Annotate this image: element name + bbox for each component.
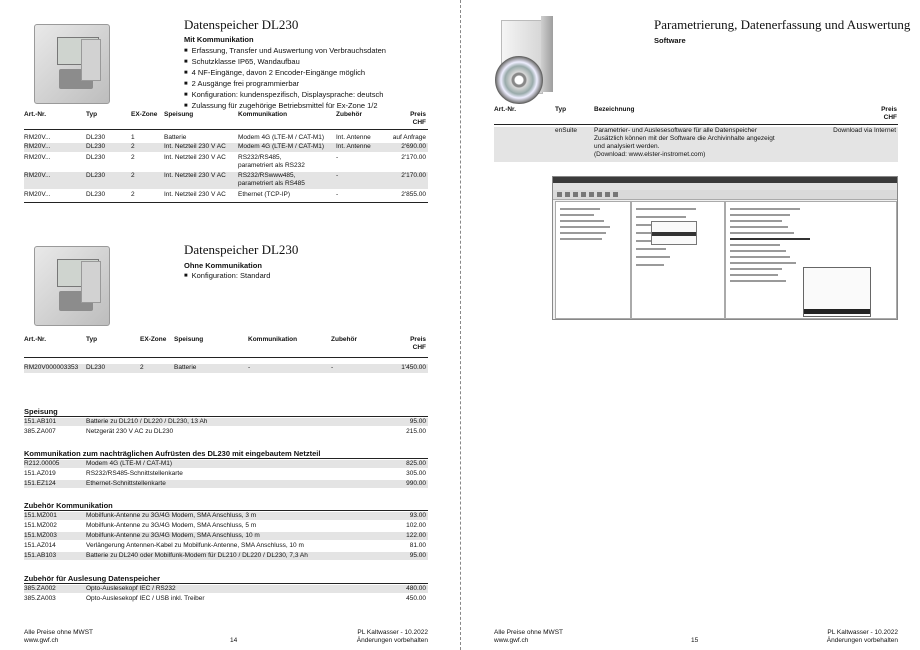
table-cell: Int. Netzteil 230 V AC	[164, 172, 226, 179]
table-cell: 81.00	[409, 542, 426, 549]
product-subtitle: Software	[654, 36, 686, 45]
table-cell: DL230	[86, 172, 106, 179]
table-cell: parametriert als RS485	[238, 180, 305, 187]
table-cell: Mobilfunk-Antenne zu 3G/4G Modem, SMA Anschluss, 10 m	[86, 532, 260, 539]
table-cell: Int. Antenne	[336, 134, 371, 141]
table-cell: Batterie	[174, 364, 197, 371]
table-cell: Ethernet-Schnittstellenkarte	[86, 480, 166, 487]
section-rule	[24, 510, 428, 511]
footer-right	[800, 629, 898, 644]
feature-list	[184, 271, 444, 282]
section-title: Zubehör Kommunikation	[24, 501, 113, 510]
table-cell: Int. Netzteil 230 V AC	[164, 143, 226, 150]
section-rule	[24, 583, 428, 584]
software-screenshot	[552, 176, 898, 320]
table-cell: parametriert als RS232	[238, 162, 305, 169]
page-right	[461, 0, 920, 650]
table-cell: Modem 4G (LTE-M / CAT-M1)	[86, 460, 173, 467]
section-title: Kommunikation zum nachträglichen Aufrüsten des DL230 mit eingebautem Netzteil	[24, 449, 321, 458]
table-cell: 2'170.00	[401, 172, 426, 179]
table-row	[24, 364, 428, 373]
list-item	[24, 522, 428, 530]
table-cell: (Download: www.elster-instromet.com)	[594, 151, 706, 158]
footer-right	[330, 629, 428, 644]
list-item	[24, 428, 428, 436]
footer-website: www.gwf.ch	[494, 636, 529, 644]
table-cell: RS232/RS485,	[238, 154, 282, 161]
table-cell: 151.AZ014	[24, 542, 56, 549]
table-cell: und analysiert werden.	[594, 143, 660, 150]
table-rule	[24, 357, 428, 358]
feature-item: ■ Zulassung für zugehörige Betriebsmittel für Ex-Zone 1/2	[184, 101, 454, 112]
table-cell: Zusätzlich können mit der Software die Archivinhalte angezeigt	[594, 135, 775, 142]
footer-disclaimer: Änderungen vorbehalten	[356, 636, 428, 644]
table-cell: Mobilfunk-Antenne zu 3G/4G Modem, SMA Anschluss, 3 m	[86, 512, 257, 519]
feature-list	[184, 46, 454, 112]
table-row	[24, 154, 428, 170]
table-cell: -	[336, 154, 339, 161]
table-row	[24, 191, 428, 200]
col-header-preis: Preis	[881, 106, 897, 113]
table-cell: 305.00	[406, 470, 426, 477]
product-title: Datenspeicher DL230	[184, 17, 299, 32]
table-cell: -	[248, 364, 251, 371]
list-item	[24, 460, 428, 468]
col-header-typ: Typ	[86, 111, 98, 118]
table-cell: Batterie zu DL240 oder Mobilfunk-Modem für DL210 / DL220 / DL230, 7,3 Ah	[86, 552, 308, 559]
table-cell: Download via Internet	[833, 127, 896, 134]
list-item	[24, 585, 428, 593]
table-row	[24, 134, 428, 142]
table-cell: 2	[131, 172, 135, 179]
product-subtitle: Mit Kommunikation	[184, 35, 254, 44]
col-header-chf: CHF	[883, 114, 897, 121]
table-cell: 2	[131, 154, 135, 161]
table-cell: Ethernet (TCP-IP)	[238, 191, 291, 198]
table-cell: Modem 4G (LTE-M / CAT-M1)	[238, 134, 325, 141]
col-header-speisung: Speisung	[174, 336, 204, 343]
table-cell: 151.AB103	[24, 552, 57, 559]
table-cell: 93.00	[409, 512, 426, 519]
table-row	[494, 127, 898, 162]
table-cell: DL230	[86, 134, 106, 141]
table-cell: Netzgerät 230 V AC zu DL230	[86, 428, 174, 435]
table-cell: 215.00	[406, 428, 426, 435]
col-header-kommunikation: Kommunikation	[248, 336, 298, 343]
col-header-speisung: Speisung	[164, 111, 194, 118]
col-header-art: Art.-Nr.	[24, 336, 47, 343]
footer-edition: PL Kaltwasser - 10.2022	[827, 629, 898, 636]
table-cell: 151.MZ001	[24, 512, 57, 519]
col-header-zubehoer: Zubehör	[336, 111, 362, 118]
table-cell: RM20V...	[24, 143, 51, 150]
table-cell: 95.00	[409, 552, 426, 559]
col-header-zubehoer: Zubehör	[331, 336, 357, 343]
col-header-bezeichnung: Bezeichnung	[594, 106, 635, 113]
table-cell: 385.ZA002	[24, 585, 56, 592]
table-cell: RM20V...	[24, 172, 51, 179]
list-item	[24, 418, 428, 426]
col-header-preis: Preis	[410, 111, 426, 118]
table-cell: RM20V...	[24, 191, 51, 198]
feature-item: ■ Schutzklasse IP65, Wandaufbau	[184, 57, 454, 68]
table-rule	[24, 202, 428, 203]
table-cell: -	[331, 364, 334, 371]
table-cell: RM20V...	[24, 134, 51, 141]
dl230-device-image	[34, 24, 110, 104]
list-item	[24, 512, 428, 520]
col-header-preis: Preis	[410, 336, 426, 343]
table-cell: DL230	[86, 191, 106, 198]
table-cell: DL230	[86, 154, 106, 161]
table-cell: 102.00	[406, 522, 426, 529]
table-cell: 825.00	[406, 460, 426, 467]
table-cell: RS232/RSwww485,	[238, 172, 296, 179]
table-cell: 151.AZ019	[24, 470, 56, 477]
footer-price-note: Alle Preise ohne MWST	[494, 629, 563, 636]
product-title: Parametrierung, Datenerfassung und Auswertung	[654, 17, 911, 32]
list-item	[24, 542, 428, 550]
table-cell: Opto-Auslesekopf IEC / USB inkl. Treiber	[86, 595, 205, 602]
table-cell: 385.ZA007	[24, 428, 56, 435]
footer-price-note: Alle Preise ohne MWST	[24, 629, 93, 636]
feature-item: ■ Konfiguration: Standard	[184, 271, 444, 282]
footer-left	[24, 629, 93, 644]
table-cell: 2	[140, 364, 144, 371]
list-item	[24, 480, 428, 488]
table-cell: 990.00	[406, 480, 426, 487]
feature-item: ■ Konfiguration: kundenspezifisch, Displaysprache: deutsch	[184, 90, 454, 101]
col-header-typ: Typ	[86, 336, 98, 343]
feature-item: ■ 2 Ausgänge frei programmierbar	[184, 79, 454, 90]
table-cell: 122.00	[406, 532, 426, 539]
col-header-typ: Typ	[555, 106, 567, 113]
table-cell: RM20V...	[24, 154, 51, 161]
table-cell: 151.MZ003	[24, 532, 57, 539]
feature-item: ■ 4 NF-Eingänge, davon 2 Encoder-Eingänge möglich	[184, 68, 454, 79]
footer-left	[494, 629, 563, 644]
footer-website: www.gwf.ch	[24, 636, 59, 644]
product-title: Datenspeicher DL230	[184, 242, 299, 257]
col-header-chf: CHF	[412, 119, 426, 126]
table-cell: 2	[131, 191, 135, 198]
table-cell: 95.00	[409, 418, 426, 425]
table-cell: RS232/RS485-Schnittstellenkarte	[86, 470, 183, 477]
col-header-chf: CHF	[412, 344, 426, 351]
list-item	[24, 552, 428, 560]
table-cell: Mobilfunk-Antenne zu 3G/4G Modem, SMA Anschluss, 5 m	[86, 522, 257, 529]
table-cell: 151.EZ124	[24, 480, 56, 487]
feature-item: ■ Erfassung, Transfer und Auswertung von Verbrauchsdaten	[184, 46, 454, 57]
footer-disclaimer: Änderungen vorbehalten	[826, 636, 898, 644]
table-cell: DL230	[86, 143, 106, 150]
page-number: 14	[230, 637, 238, 644]
table-rule	[494, 124, 898, 125]
table-cell: Int. Netzteil 230 V AC	[164, 154, 226, 161]
table-cell: Modem 4G (LTE-M / CAT-M1)	[238, 143, 325, 150]
col-header-ex: EX-Zone	[140, 336, 167, 343]
table-cell: 1	[131, 134, 135, 141]
page-number: 15	[691, 637, 699, 644]
table-cell: Int. Antenne	[336, 143, 371, 150]
table-cell: 480.00	[406, 585, 426, 592]
table-cell: -	[336, 172, 339, 179]
table-cell: 2'690.00	[401, 143, 426, 150]
product-subtitle: Ohne Kommunikation	[184, 261, 262, 270]
table-cell: 450.00	[406, 595, 426, 602]
section-title: Speisung	[24, 407, 58, 416]
col-header-kommunikation: Kommunikation	[238, 111, 288, 118]
table-cell: Batterie	[164, 134, 187, 141]
section-title: Zubehör für Auslesung Datenspeicher	[24, 574, 160, 583]
table-cell: DL230	[86, 364, 106, 371]
table-cell: R212.00005	[24, 460, 60, 467]
table-cell: 2'855.00	[401, 191, 426, 198]
table-cell: enSuite	[555, 127, 578, 134]
dl230-device-image	[34, 246, 110, 326]
table-cell: 151.AB101	[24, 418, 57, 425]
table-cell: 385.ZA003	[24, 595, 56, 602]
footer-edition: PL Kaltwasser - 10.2022	[357, 629, 428, 636]
col-header-ex: EX-Zone	[131, 111, 158, 118]
section-rule	[24, 458, 428, 459]
table-cell: 1'450.00	[401, 364, 426, 371]
list-item	[24, 595, 428, 603]
table-row	[24, 143, 428, 152]
list-item	[24, 470, 428, 478]
table-cell: Verlängerung Antennen-Kabel zu Mobilfunk-Antenne, SMA Anschluss, 10 m	[86, 542, 304, 549]
table-cell: -	[336, 191, 339, 198]
table-row	[24, 172, 428, 189]
list-item	[24, 532, 428, 540]
section-rule	[24, 416, 428, 417]
table-cell: Batterie zu DL210 / DL220 / DL230, 13 Ah	[86, 418, 208, 425]
col-header-art: Art.-Nr.	[494, 106, 517, 113]
table-cell: Parametrier- und Auslesesoftware für alle Datenspeicher	[594, 127, 757, 134]
table-cell: RM20V000003353	[24, 364, 79, 371]
table-cell: Opto-Auslesekopf IEC / RS232	[86, 585, 176, 592]
table-cell: Int. Netzteil 230 V AC	[164, 191, 226, 198]
table-cell: 2	[131, 143, 135, 150]
table-cell: 151.MZ002	[24, 522, 57, 529]
table-cell: 2'170.00	[401, 154, 426, 161]
table-cell: auf Anfrage	[392, 134, 426, 141]
table-rule	[24, 129, 428, 130]
col-header-art: Art.-Nr.	[24, 111, 47, 118]
